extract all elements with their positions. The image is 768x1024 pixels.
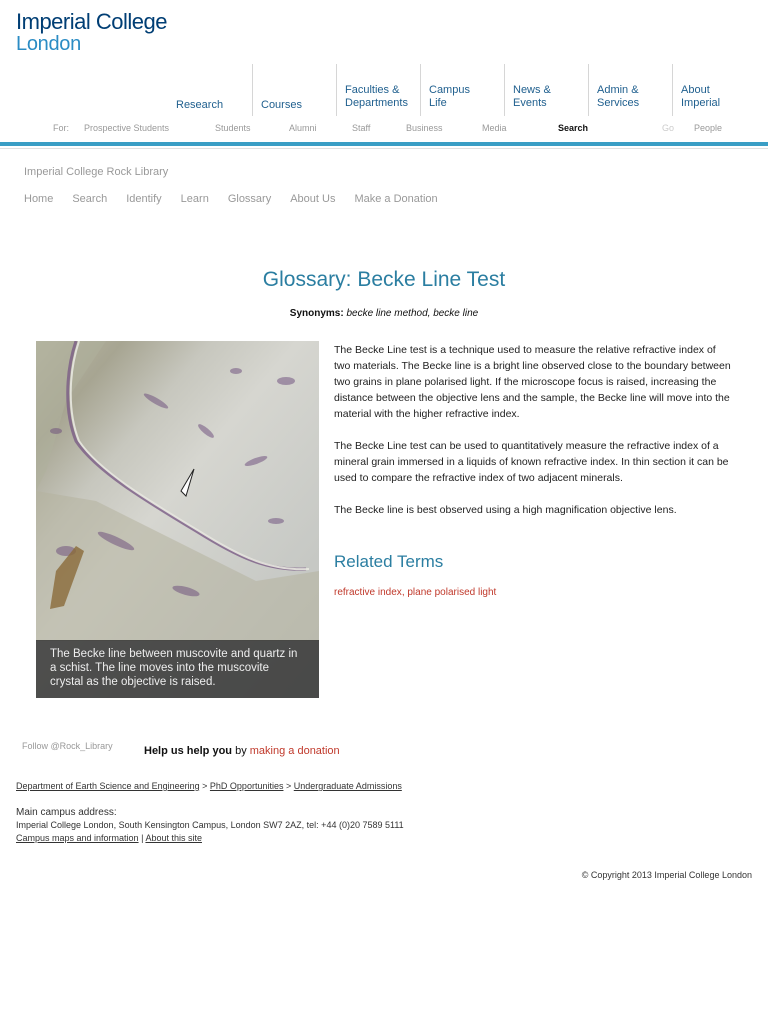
campus-maps-link[interactable]: Campus maps and information bbox=[16, 833, 139, 843]
search-link[interactable]: Search bbox=[558, 123, 589, 133]
related-terms-list bbox=[334, 587, 496, 598]
nav-label: Campus bbox=[429, 84, 470, 96]
nav-admin-services[interactable] bbox=[588, 64, 672, 116]
audience-staff[interactable]: Staff bbox=[352, 123, 371, 133]
nav-news-events[interactable] bbox=[504, 64, 588, 116]
audience-students[interactable]: Students bbox=[215, 123, 251, 133]
nav-campus-life[interactable] bbox=[420, 64, 504, 116]
becke-line-photo bbox=[36, 341, 319, 698]
crumb-earth-science[interactable]: Department of Earth Science and Engineering bbox=[16, 781, 200, 791]
search-go-button[interactable]: Go bbox=[662, 123, 675, 133]
nav-label: About bbox=[681, 84, 710, 96]
imperial-logo[interactable] bbox=[16, 10, 167, 54]
site-nav-identify[interactable]: Identify bbox=[126, 193, 162, 205]
audience-for-label: For: bbox=[53, 123, 70, 133]
nav-label: Research bbox=[176, 99, 224, 111]
nav-label: Courses bbox=[261, 99, 302, 111]
nav-label: Imperial bbox=[681, 97, 721, 109]
site-nav bbox=[24, 193, 457, 205]
site-nav-glossary[interactable]: Glossary bbox=[227, 193, 272, 205]
about-site-link[interactable]: About this site bbox=[145, 833, 202, 843]
site-nav-make-donation[interactable]: Make a Donation bbox=[354, 193, 438, 205]
header-divider-thin bbox=[0, 148, 768, 149]
related-separator: , bbox=[401, 587, 408, 598]
address-text: Imperial College London, South Kensington Campus, London SW7 2AZ, tel: +44 (0)20 7589 5111 bbox=[16, 820, 404, 830]
synonyms-value: becke line method, becke line bbox=[346, 308, 479, 319]
definition-text bbox=[334, 342, 734, 534]
site-name[interactable]: Imperial College Rock Library bbox=[24, 166, 169, 178]
nav-about-imperial[interactable] bbox=[672, 64, 756, 116]
audience-prospective-students[interactable]: Prospective Students bbox=[84, 123, 170, 133]
related-link-plane-polarised-light[interactable]: plane polarised light bbox=[407, 587, 497, 598]
people-link[interactable]: People bbox=[694, 123, 723, 133]
nav-label: Admin & bbox=[597, 84, 639, 96]
site-nav-learn[interactable]: Learn bbox=[180, 193, 209, 205]
help-by-text: by bbox=[235, 745, 247, 757]
footer-link-separator: | bbox=[141, 833, 144, 843]
audience-business[interactable]: Business bbox=[406, 123, 443, 133]
related-terms-heading: Related Terms bbox=[334, 552, 444, 571]
header-divider bbox=[0, 142, 768, 146]
nav-label: News & bbox=[513, 84, 551, 96]
site-nav-about-us[interactable]: About Us bbox=[290, 193, 336, 205]
page-title: Glossary: Becke Line Test bbox=[262, 268, 506, 291]
address-heading: Main campus address: bbox=[16, 807, 117, 818]
follow-twitter-link[interactable]: Follow @Rock_Library bbox=[22, 741, 113, 751]
photo-caption: The Becke line between muscovite and quartz in a schist. The line moves into the muscovite crystal as the objective is raised. bbox=[36, 640, 319, 698]
nav-faculties-departments[interactable] bbox=[336, 64, 420, 116]
nav-label: Services bbox=[597, 97, 640, 109]
main-nav bbox=[168, 64, 756, 116]
crumb-undergraduate-admissions[interactable]: Undergraduate Admissions bbox=[293, 781, 402, 791]
help-us-text: Help us help you bbox=[144, 745, 233, 757]
copyright: © Copyright 2013 Imperial College London bbox=[581, 870, 752, 880]
site-nav-home[interactable]: Home bbox=[24, 193, 54, 205]
definition-paragraph: The Becke Line test is a technique used to measure the relative refractive index of two materials. The Becke line is a bright line observed close to the boundary between two grains in plane polarised light. If the microscope focus is raised, increasing the distance between the objective lens and the sample, the Becke line will move into the material with the higher refractive index. bbox=[334, 344, 731, 420]
synonyms-label: Synonyms: bbox=[289, 308, 344, 319]
nav-label: Life bbox=[429, 97, 447, 109]
definition-paragraph: The Becke line is best observed using a high magnification objective lens. bbox=[334, 504, 677, 516]
footer-links bbox=[16, 832, 404, 845]
nav-label: Departments bbox=[345, 97, 408, 109]
audience-alumni[interactable]: Alumni bbox=[289, 123, 317, 133]
crumb-phd-opportunities[interactable]: PhD Opportunities bbox=[209, 781, 284, 791]
footer-breadcrumb bbox=[16, 781, 402, 791]
nav-label: Events bbox=[513, 97, 547, 109]
site-nav-search[interactable]: Search bbox=[72, 193, 108, 205]
nav-research[interactable] bbox=[168, 64, 252, 116]
synonyms bbox=[0, 308, 768, 319]
related-link-refractive-index[interactable]: refractive index bbox=[334, 587, 402, 598]
logo-line1: Imperial College bbox=[16, 9, 167, 34]
crumb-separator: > bbox=[285, 781, 292, 791]
donation-prompt bbox=[144, 745, 340, 757]
crumb-separator: > bbox=[202, 781, 208, 791]
audience-bar bbox=[0, 118, 768, 140]
nav-label: Faculties & bbox=[345, 84, 400, 96]
nav-courses[interactable] bbox=[252, 64, 336, 116]
audience-media[interactable]: Media bbox=[482, 123, 507, 133]
definition-paragraph: The Becke Line test can be used to quantitatively measure the refractive index of a mineral grain immersed in a liquids of known refractive index. In thin section it can be used to compare the refractive index of two adjacent minerals. bbox=[334, 440, 729, 484]
campus-address bbox=[16, 806, 404, 845]
logo-line2: London bbox=[16, 33, 81, 55]
making-donation-link[interactable]: making a donation bbox=[249, 745, 340, 757]
